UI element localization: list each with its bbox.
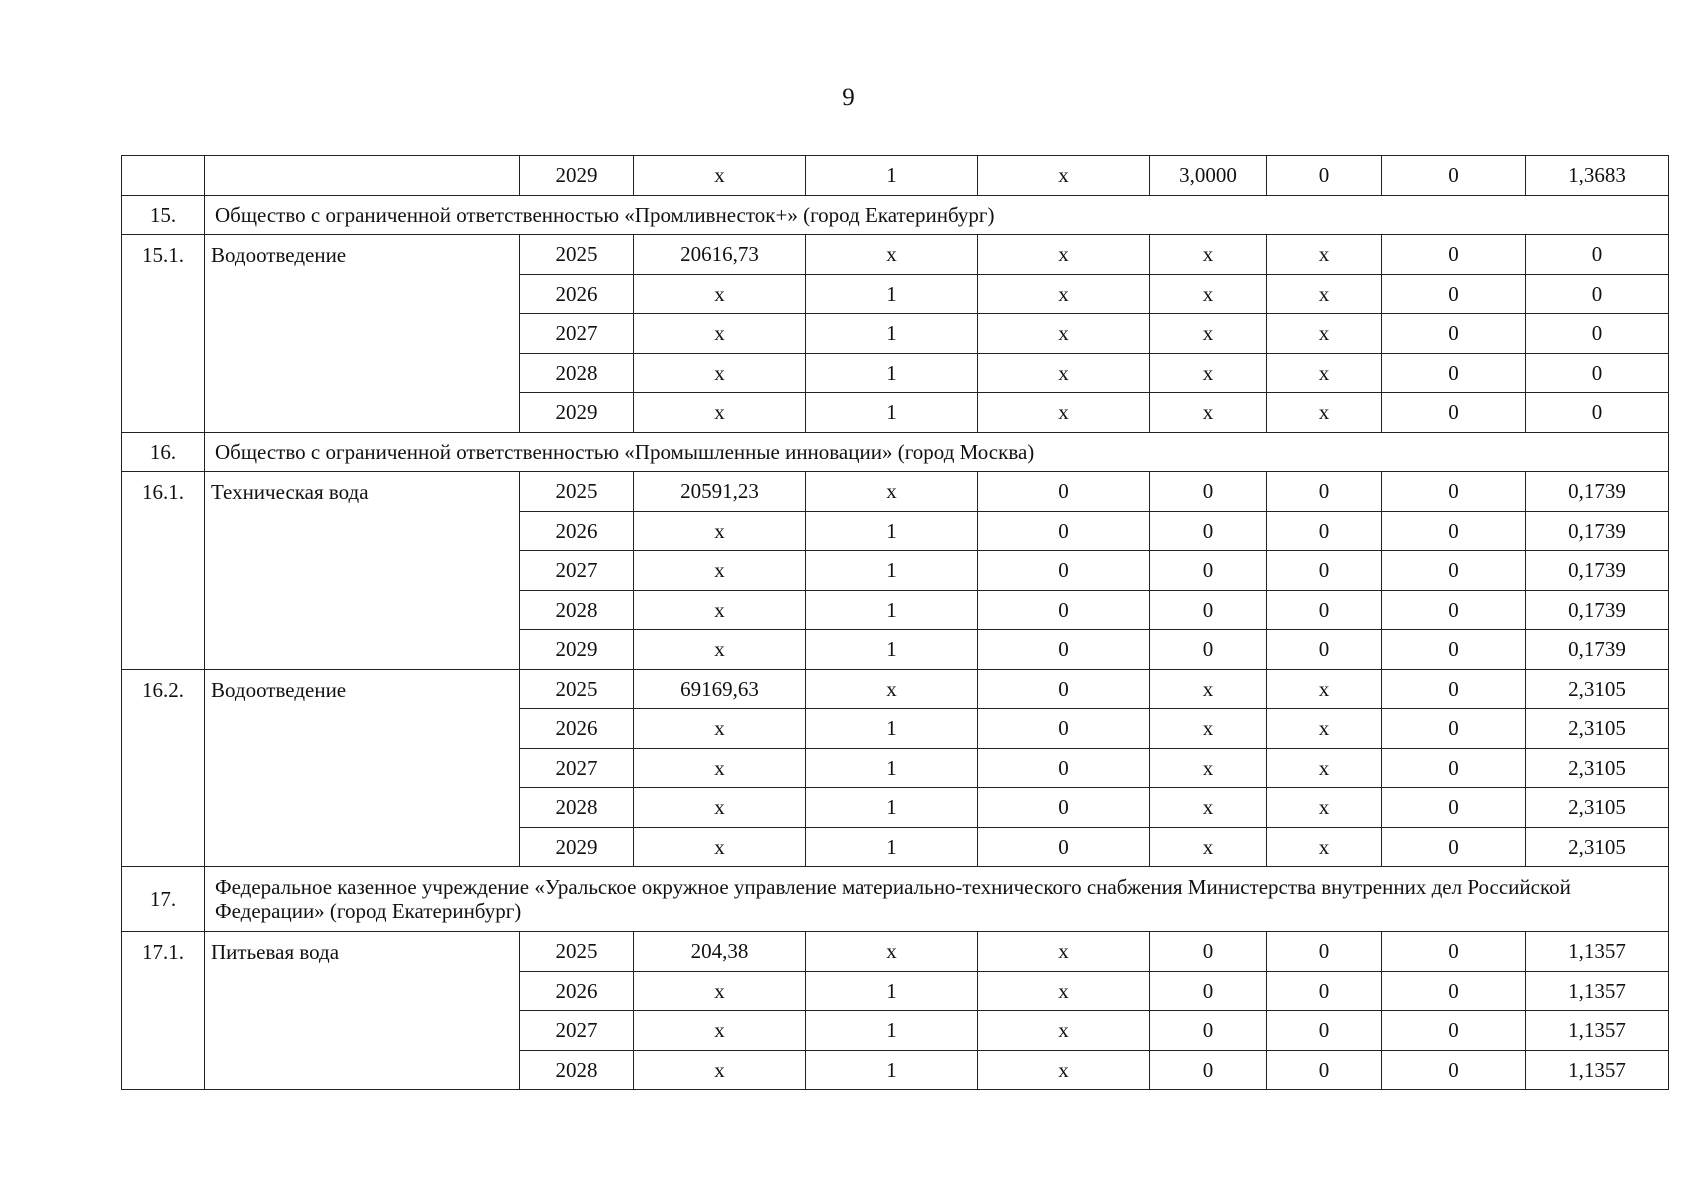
cell-year: 2025: [520, 472, 634, 512]
organization-name: Федеральное казенное учреждение «Уральское окружное управление материально-технического снабжения Министерства внутренних дел Российской Федерации» (город Екатеринбург): [205, 867, 1669, 932]
table-row: [122, 235, 1669, 275]
cell-value: 1: [806, 393, 978, 433]
cell-value: 0: [1382, 393, 1526, 433]
cell-value: x: [1267, 748, 1382, 788]
cell-value: 0: [1267, 511, 1382, 551]
cell-value: x: [1150, 393, 1267, 433]
cell-value: 0: [1150, 630, 1267, 670]
cell-value: x: [1267, 314, 1382, 354]
cell-year: 2027: [520, 748, 634, 788]
cell-value: 0: [1267, 1011, 1382, 1051]
cell-value: 1,1357: [1526, 932, 1669, 972]
service-name: Питьевая вода: [205, 932, 520, 1090]
service-name: Водоотведение: [205, 235, 520, 433]
cell-value: 2,3105: [1526, 669, 1669, 709]
cell-value: 0: [978, 669, 1150, 709]
cell-value: 0: [1382, 827, 1526, 867]
cell-value: 1: [806, 630, 978, 670]
cell-value: x: [1267, 788, 1382, 828]
section-number: 16.: [122, 432, 205, 472]
table-row-continuation: [122, 156, 1669, 196]
cell-value: 0: [1382, 1011, 1526, 1051]
cell-value: 0: [1150, 1011, 1267, 1051]
cell-year: 2029: [520, 393, 634, 433]
cell-value: 0: [1267, 590, 1382, 630]
section-number: 17.: [122, 867, 205, 932]
cell-value: x: [1150, 827, 1267, 867]
cell-value: 0: [1150, 511, 1267, 551]
item-number: 16.1.: [122, 472, 205, 670]
cell-value: 1: [806, 156, 978, 196]
cell-year: 2029: [520, 156, 634, 196]
cell-value: 1,3683: [1526, 156, 1669, 196]
cell-value: 0,1739: [1526, 630, 1669, 670]
cell-value: x: [978, 314, 1150, 354]
cell-value: x: [806, 932, 978, 972]
cell-value: 0: [1382, 748, 1526, 788]
cell-value: 1: [806, 788, 978, 828]
cell-value: 0: [978, 551, 1150, 591]
cell-value: 0: [1150, 932, 1267, 972]
cell-value: x: [978, 156, 1150, 196]
cell-value: 0: [1267, 630, 1382, 670]
cell-value: 1: [806, 590, 978, 630]
cell-value: 1: [806, 353, 978, 393]
cell-value: x: [634, 1050, 806, 1090]
cell-year: 2026: [520, 274, 634, 314]
cell-value: 0: [978, 788, 1150, 828]
cell-value: x: [978, 1050, 1150, 1090]
cell-year: 2026: [520, 709, 634, 749]
cell-value: 1: [806, 709, 978, 749]
cell-value: x: [634, 827, 806, 867]
cell-value: 1: [806, 1011, 978, 1051]
cell-value: x: [978, 353, 1150, 393]
cell-num: [122, 156, 205, 196]
tariff-table: [121, 155, 1669, 1090]
cell-value: 0: [1382, 630, 1526, 670]
cell-value: x: [634, 511, 806, 551]
cell-value: x: [1150, 788, 1267, 828]
cell-value: 0: [1150, 472, 1267, 512]
item-number: 17.1.: [122, 932, 205, 1090]
cell-value: 0: [1382, 932, 1526, 972]
cell-value: 1: [806, 551, 978, 591]
cell-value: 204,38: [634, 932, 806, 972]
cell-value: 0: [1382, 314, 1526, 354]
cell-value: 0: [1267, 932, 1382, 972]
cell-value: 1: [806, 511, 978, 551]
cell-value: 0: [978, 630, 1150, 670]
section-header-row: [122, 432, 1669, 472]
cell-value: 0: [978, 590, 1150, 630]
cell-value: 20591,23: [634, 472, 806, 512]
cell-value: 0: [1150, 551, 1267, 591]
cell-value: x: [978, 1011, 1150, 1051]
cell-value: 0: [1526, 314, 1669, 354]
cell-value: 1: [806, 274, 978, 314]
cell-value: x: [806, 669, 978, 709]
cell-value: 0: [1382, 709, 1526, 749]
cell-value: 0: [1526, 393, 1669, 433]
cell-year: 2025: [520, 669, 634, 709]
cell-year: 2026: [520, 511, 634, 551]
table-row: [122, 472, 1669, 512]
cell-value: 1: [806, 827, 978, 867]
cell-year: 2028: [520, 590, 634, 630]
cell-value: x: [634, 788, 806, 828]
cell-value: 2,3105: [1526, 788, 1669, 828]
cell-year: 2025: [520, 235, 634, 275]
cell-value: 0: [1382, 669, 1526, 709]
cell-value: x: [978, 235, 1150, 275]
organization-name: Общество с ограниченной ответственностью «Промышленные инновации» (город Москва): [205, 432, 1669, 472]
cell-value: 2,3105: [1526, 827, 1669, 867]
cell-value: 1: [806, 971, 978, 1011]
item-number: 15.1.: [122, 235, 205, 433]
cell-value: x: [634, 314, 806, 354]
table-body: [122, 156, 1669, 1090]
cell-year: 2029: [520, 827, 634, 867]
cell-value: 2,3105: [1526, 748, 1669, 788]
cell-value: x: [1267, 709, 1382, 749]
cell-value: 0: [1382, 788, 1526, 828]
cell-value: 0: [1382, 274, 1526, 314]
cell-value: 0: [1382, 156, 1526, 196]
cell-value: x: [978, 971, 1150, 1011]
cell-value: x: [978, 932, 1150, 972]
cell-year: 2028: [520, 1050, 634, 1090]
section-header-row: [122, 867, 1669, 932]
cell-value: x: [634, 274, 806, 314]
table-row: [122, 669, 1669, 709]
table-row: [122, 932, 1669, 972]
cell-value: x: [634, 393, 806, 433]
organization-name: Общество с ограниченной ответственностью «Промливнесток+» (город Екатеринбург): [205, 195, 1669, 235]
cell-value: x: [1267, 669, 1382, 709]
cell-value: x: [1150, 235, 1267, 275]
cell-value: 1: [806, 1050, 978, 1090]
cell-value: 0,1739: [1526, 511, 1669, 551]
cell-value: 0: [1382, 472, 1526, 512]
cell-year: 2027: [520, 314, 634, 354]
cell-value: x: [634, 156, 806, 196]
cell-value: x: [978, 274, 1150, 314]
cell-value: x: [1150, 748, 1267, 788]
cell-year: 2025: [520, 932, 634, 972]
page-number: 9: [842, 84, 855, 111]
cell-value: x: [1150, 314, 1267, 354]
cell-value: 0: [1267, 551, 1382, 591]
cell-year: 2027: [520, 1011, 634, 1051]
section-header-row: [122, 195, 1669, 235]
cell-value: 0: [1267, 156, 1382, 196]
cell-value: x: [1267, 827, 1382, 867]
cell-value: x: [1150, 669, 1267, 709]
cell-year: 2026: [520, 971, 634, 1011]
cell-value: x: [634, 1011, 806, 1051]
cell-value: 0: [1382, 1050, 1526, 1090]
cell-value: x: [1150, 274, 1267, 314]
cell-value: 3,0000: [1150, 156, 1267, 196]
cell-value: x: [1267, 353, 1382, 393]
cell-value: 0: [1150, 971, 1267, 1011]
cell-value: x: [634, 551, 806, 591]
cell-value: x: [978, 393, 1150, 433]
cell-value: 20616,73: [634, 235, 806, 275]
cell-value: 1,1357: [1526, 971, 1669, 1011]
cell-value: 0: [1382, 511, 1526, 551]
cell-value: 0: [978, 748, 1150, 788]
cell-value: x: [1150, 353, 1267, 393]
cell-value: x: [1267, 393, 1382, 433]
cell-value: 0,1739: [1526, 472, 1669, 512]
cell-value: 0: [1382, 235, 1526, 275]
cell-value: 0: [1150, 590, 1267, 630]
section-number: 15.: [122, 195, 205, 235]
cell-value: x: [1267, 235, 1382, 275]
cell-value: x: [1267, 274, 1382, 314]
service-name: Водоотведение: [205, 669, 520, 867]
cell-value: 0: [978, 511, 1150, 551]
cell-value: 0: [978, 472, 1150, 512]
cell-year: 2028: [520, 788, 634, 828]
cell-value: 0: [1526, 235, 1669, 275]
cell-value: 0,1739: [1526, 551, 1669, 591]
cell-value: x: [634, 709, 806, 749]
cell-value: 0: [978, 709, 1150, 749]
cell-year: 2028: [520, 353, 634, 393]
cell-value: 0: [1267, 1050, 1382, 1090]
cell-value: x: [634, 971, 806, 1011]
cell-value: x: [806, 235, 978, 275]
cell-value: 1: [806, 748, 978, 788]
cell-value: 1,1357: [1526, 1011, 1669, 1051]
cell-value: 0: [1382, 971, 1526, 1011]
cell-year: 2029: [520, 630, 634, 670]
cell-value: 1: [806, 314, 978, 354]
cell-value: x: [634, 353, 806, 393]
cell-value: 0: [1150, 1050, 1267, 1090]
cell-year: 2027: [520, 551, 634, 591]
cell-value: x: [806, 472, 978, 512]
item-number: 16.2.: [122, 669, 205, 867]
cell-value: 0: [1267, 971, 1382, 1011]
cell-name: [205, 156, 520, 196]
cell-value: x: [634, 630, 806, 670]
cell-value: x: [1150, 709, 1267, 749]
cell-value: 0: [1382, 590, 1526, 630]
cell-value: 0: [1526, 274, 1669, 314]
cell-value: 2,3105: [1526, 709, 1669, 749]
cell-value: 0: [1526, 353, 1669, 393]
service-name: Техническая вода: [205, 472, 520, 670]
cell-value: 69169,63: [634, 669, 806, 709]
cell-value: 0: [978, 827, 1150, 867]
cell-value: 1,1357: [1526, 1050, 1669, 1090]
cell-value: x: [634, 590, 806, 630]
cell-value: x: [634, 748, 806, 788]
cell-value: 0: [1382, 551, 1526, 591]
cell-value: 0,1739: [1526, 590, 1669, 630]
cell-value: 0: [1267, 472, 1382, 512]
cell-value: 0: [1382, 353, 1526, 393]
